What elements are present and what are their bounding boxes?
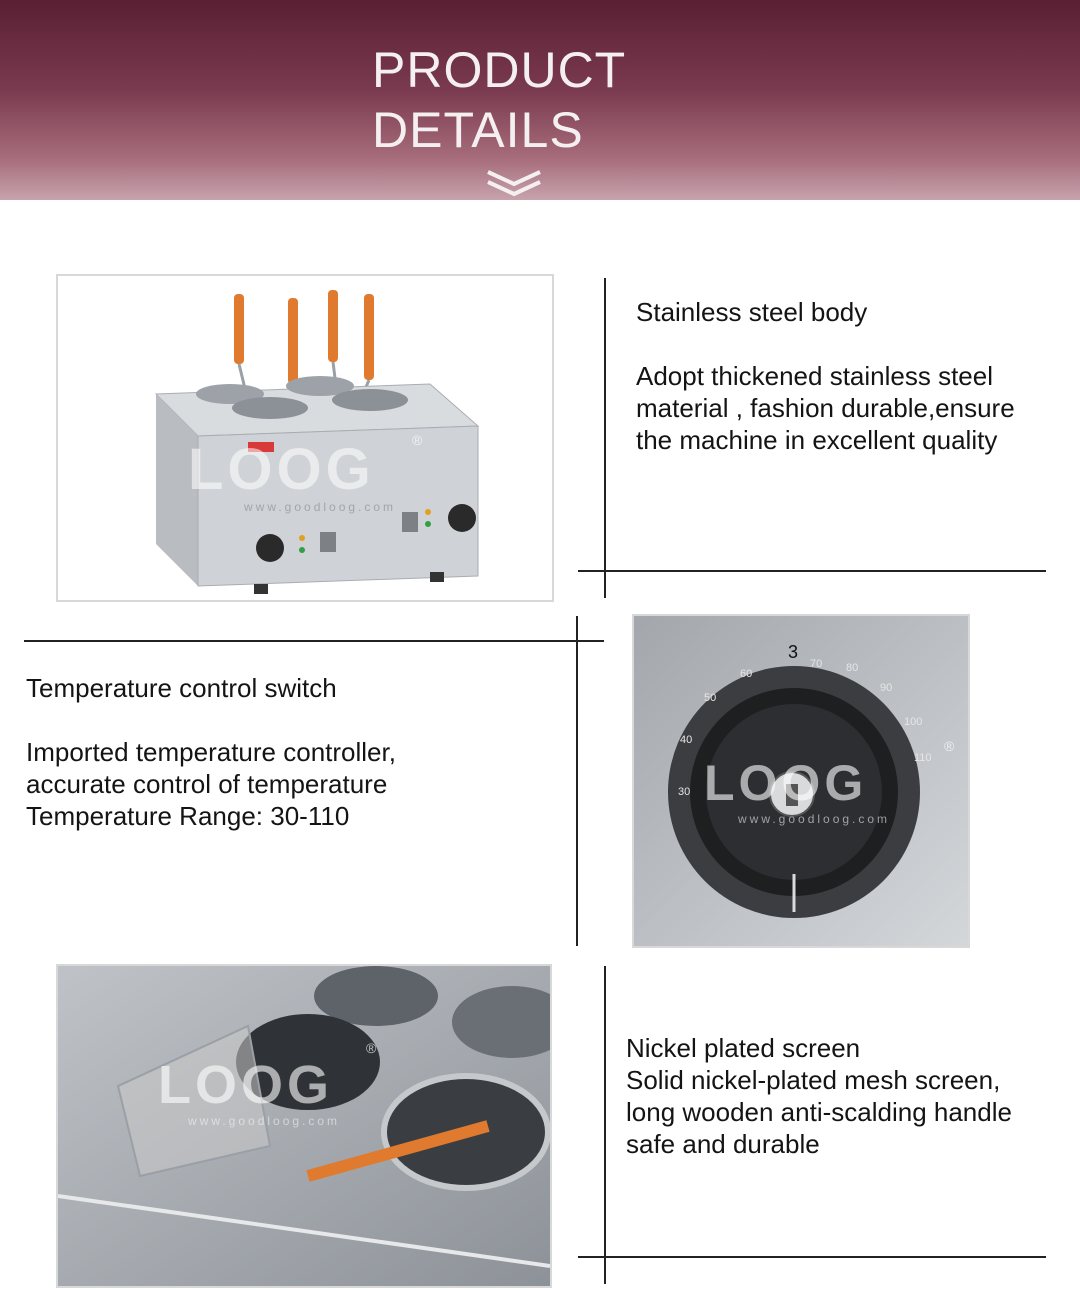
product-photo-cooker [56,274,554,602]
divider-horizontal [578,1256,1046,1258]
dial-mark: 90 [880,682,893,694]
divider-vertical [604,278,606,598]
watermark-registered: ® [366,1040,377,1056]
watermark-brand: LOOG [704,755,868,811]
dial-mark: 80 [846,662,859,674]
section-title: Nickel plated screen [626,1033,861,1063]
divider-horizontal [578,570,1046,572]
watermark-url: www.goodloog.com [188,1114,341,1128]
watermark-url: www.goodloog.com [244,500,397,514]
divider-vertical [576,616,578,946]
section-title: Temperature control switch [26,673,337,703]
double-chevron-down-icon [484,168,544,200]
dial-mark: 3 [788,642,799,662]
section-nickel-screen [626,1032,1076,1160]
divider-horizontal [24,640,604,642]
watermark-registered: ® [944,738,955,754]
dial-mark: 30 [678,786,691,798]
product-photo-mesh-baskets [56,964,552,1288]
section-stainless-steel [636,296,1076,456]
watermark-brand: LOOG [188,437,375,502]
product-photo-dial [632,614,970,948]
section-body: Adopt thickened stainless steel material , fashion durable,ensure the machine in excellent quality [636,361,1015,455]
section-body: Solid nickel-plated mesh screen, long wooden anti-scalding handle safe and durable [626,1065,1012,1159]
dial-mark: 70 [810,658,823,670]
section-temperature-control [26,672,566,832]
watermark-brand: LOOG [158,1055,333,1115]
header-banner [0,0,1080,200]
dial-mark: 110 [914,752,932,764]
section-body: Imported temperature controller, accurate control of temperature Temperature Range: 30-110 [26,737,396,831]
dial-mark: 100 [904,716,923,728]
dial-mark: 50 [704,692,717,704]
section-title: Stainless steel body [636,297,868,327]
page-title: PRODUCT DETAILS [372,42,627,158]
watermark-url: www.goodloog.com [738,812,891,826]
dial-mark: 40 [680,734,693,746]
divider-vertical [604,966,606,1284]
watermark-registered: ® [412,432,423,448]
dial-mark: 60 [740,668,753,680]
